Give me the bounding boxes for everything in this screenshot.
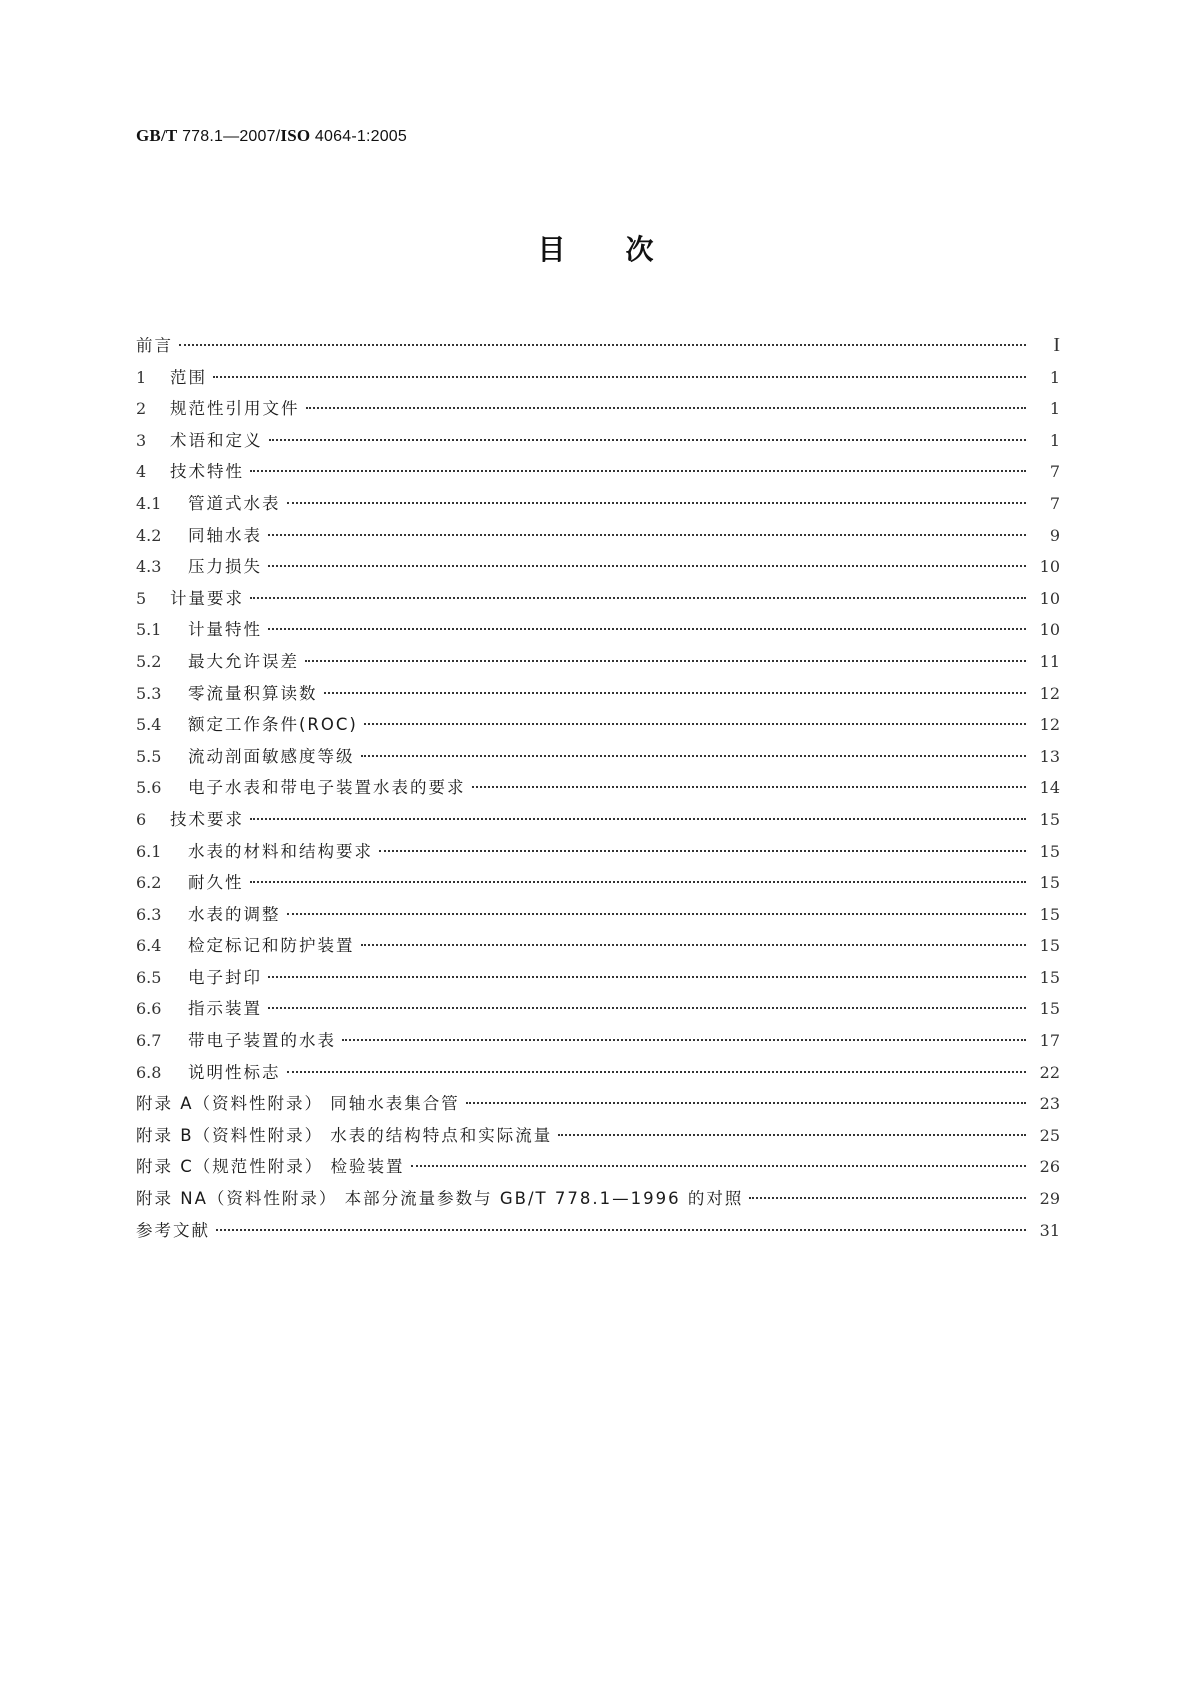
toc-entry[interactable] — [136, 551, 1060, 583]
toc-entry[interactable] — [136, 1120, 1060, 1152]
toc-page-number: 15 — [1039, 904, 1060, 924]
toc-entry-title: 计量要求 — [170, 588, 244, 608]
dot-leader — [268, 976, 1026, 978]
toc-entry[interactable] — [136, 1025, 1060, 1057]
standard-number: 778.1—2007/ — [177, 128, 281, 145]
toc-page-number: 10 — [1039, 557, 1060, 577]
toc-page-number: I — [1053, 334, 1060, 356]
dot-leader — [466, 1102, 1026, 1104]
toc-section-number: 6 — [136, 809, 147, 829]
toc-section-number: 4.2 — [136, 525, 162, 545]
dot-leader — [472, 786, 1027, 788]
toc-page-number: 15 — [1039, 873, 1060, 893]
standard-code-header — [136, 126, 407, 146]
toc-entry[interactable] — [136, 393, 1060, 425]
toc-entry[interactable] — [136, 709, 1060, 741]
toc-section-number: 6.5 — [136, 967, 162, 987]
toc-page-number: 12 — [1039, 683, 1060, 703]
toc-page-number: 10 — [1039, 620, 1060, 640]
toc-section-number: 4.3 — [136, 557, 162, 577]
toc-entry-title: 流动剖面敏感度等级 — [188, 746, 355, 766]
toc-page-number: 11 — [1039, 651, 1060, 671]
dot-leader — [250, 881, 1027, 883]
toc-section-number: 6.2 — [136, 873, 162, 893]
toc-section-number: 5.4 — [136, 715, 162, 735]
toc-page-number: 9 — [1049, 525, 1060, 545]
dot-leader — [268, 534, 1026, 536]
dot-leader — [268, 1007, 1026, 1009]
toc-entry[interactable] — [136, 330, 1060, 362]
dot-leader — [250, 597, 1026, 599]
toc-entry-title: 规范性引用文件 — [170, 399, 300, 419]
toc-section-number: 4.1 — [136, 493, 162, 513]
toc-entry-title: 前言 — [136, 336, 173, 355]
dot-leader — [287, 1071, 1027, 1073]
toc-page-number: 15 — [1039, 936, 1060, 956]
toc-section-number: 5 — [136, 588, 147, 608]
dot-leader — [411, 1165, 1026, 1167]
toc-entry[interactable] — [136, 962, 1060, 994]
toc-entry-title: 同轴水表 — [188, 525, 262, 545]
toc-entry[interactable] — [136, 488, 1060, 520]
toc-page-number: 7 — [1049, 493, 1060, 513]
toc-section-number: 5.1 — [136, 620, 162, 640]
toc-page-number: 31 — [1039, 1220, 1060, 1240]
toc-entry[interactable] — [136, 741, 1060, 773]
toc-entry-title: 电子封印 — [188, 967, 262, 987]
toc-entry-title: 压力损失 — [188, 557, 262, 577]
toc-entry[interactable] — [136, 1183, 1060, 1215]
toc-section-number: 1 — [136, 367, 147, 387]
table-of-contents — [136, 330, 1060, 1246]
toc-section-number: 5.6 — [136, 778, 162, 798]
toc-page-number: 25 — [1039, 1125, 1060, 1145]
toc-entry[interactable] — [136, 646, 1060, 678]
dot-leader — [361, 755, 1027, 757]
toc-entry-title: 管道式水表 — [188, 493, 281, 513]
toc-page-number: 13 — [1039, 746, 1060, 766]
toc-page-number: 14 — [1039, 778, 1060, 798]
dot-leader — [179, 344, 1026, 346]
dot-leader — [287, 502, 1027, 504]
toc-entry-title: 最大允许误差 — [188, 651, 299, 671]
toc-entry-title: 范围 — [170, 367, 207, 387]
toc-entry-title: 参考文献 — [136, 1220, 210, 1240]
page-title: 目次 — [537, 233, 714, 266]
toc-entry-title: 技术要求 — [170, 809, 244, 829]
dot-leader — [379, 850, 1026, 852]
toc-entry[interactable] — [136, 804, 1060, 836]
toc-section-number: 6.1 — [136, 841, 162, 861]
dot-leader — [324, 692, 1027, 694]
toc-entry[interactable] — [136, 678, 1060, 710]
toc-entry-title: 额定工作条件(ROC) — [188, 715, 358, 735]
toc-entry[interactable] — [136, 993, 1060, 1025]
standard-prefix: GB/T — [136, 126, 178, 145]
toc-section-number: 5.3 — [136, 683, 162, 703]
toc-section-number: 5.5 — [136, 746, 162, 766]
toc-section-number: 6.8 — [136, 1062, 162, 1082]
toc-entry-title: 技术特性 — [170, 462, 244, 482]
dot-leader — [269, 439, 1027, 441]
iso-prefix: ISO — [280, 126, 311, 145]
toc-entry[interactable] — [136, 867, 1060, 899]
toc-page-number: 10 — [1039, 588, 1060, 608]
toc-entry[interactable] — [136, 772, 1060, 804]
toc-entry[interactable] — [136, 520, 1060, 552]
toc-section-number: 2 — [136, 399, 147, 419]
toc-page-number: 29 — [1039, 1189, 1060, 1209]
dot-leader — [364, 723, 1026, 725]
toc-entry[interactable] — [136, 1088, 1060, 1120]
toc-entry-title: 零流量积算读数 — [188, 683, 318, 703]
toc-entry-title: 水表的调整 — [188, 904, 281, 924]
dot-leader — [268, 628, 1026, 630]
iso-number: 4064-1:2005 — [310, 128, 407, 145]
toc-entry-title: 说明性标志 — [188, 1062, 281, 1082]
toc-entry[interactable] — [136, 1215, 1060, 1247]
dot-leader — [342, 1039, 1026, 1041]
dot-leader — [287, 913, 1027, 915]
toc-entry-title: 耐久性 — [188, 873, 244, 893]
toc-page-number: 15 — [1039, 999, 1060, 1019]
toc-entry-title: 水表的材料和结构要求 — [188, 841, 373, 861]
toc-entry-title: 带电子装置的水表 — [188, 1031, 336, 1051]
toc-entry-title: 附录 B（资料性附录） 水表的结构特点和实际流量 — [136, 1125, 553, 1145]
toc-entry[interactable] — [136, 583, 1060, 615]
toc-page-number: 1 — [1049, 430, 1060, 450]
toc-entry[interactable] — [136, 456, 1060, 488]
toc-page-number: 23 — [1039, 1094, 1060, 1114]
toc-section-number: 6.7 — [136, 1031, 162, 1051]
toc-page-number: 15 — [1039, 967, 1060, 987]
toc-entry[interactable] — [136, 425, 1060, 457]
toc-page-number: 26 — [1039, 1157, 1060, 1177]
dot-leader — [250, 470, 1026, 472]
toc-section-number: 6.4 — [136, 936, 162, 956]
toc-section-number: 6.6 — [136, 999, 162, 1019]
toc-page-number: 7 — [1049, 462, 1060, 482]
toc-entry-title: 指示装置 — [188, 999, 262, 1019]
dot-leader — [250, 818, 1026, 820]
dot-leader — [213, 376, 1026, 378]
toc-page-number: 17 — [1039, 1031, 1060, 1051]
toc-entry-title: 计量特性 — [188, 620, 262, 640]
dot-leader — [216, 1229, 1026, 1231]
dot-leader — [305, 660, 1026, 662]
toc-page-number: 15 — [1039, 809, 1060, 829]
toc-entry[interactable] — [136, 836, 1060, 868]
toc-entry-title: 附录 A（资料性附录） 同轴水表集合管 — [136, 1094, 460, 1114]
toc-page-number: 1 — [1049, 399, 1060, 419]
toc-section-number: 5.2 — [136, 651, 162, 671]
toc-section-number: 3 — [136, 430, 147, 450]
toc-page-number: 22 — [1039, 1062, 1060, 1082]
toc-entry-title: 术语和定义 — [170, 430, 263, 450]
toc-entry-title: 附录 NA（资料性附录） 本部分流量参数与 GB/T 778.1—1996 的对照 — [136, 1189, 744, 1209]
toc-entry[interactable] — [136, 614, 1060, 646]
toc-entry[interactable] — [136, 362, 1060, 394]
toc-entry-title: 电子水表和带电子装置水表的要求 — [188, 778, 466, 798]
dot-leader — [306, 407, 1027, 409]
dot-leader — [268, 565, 1026, 567]
toc-page-number: 12 — [1039, 715, 1060, 735]
dot-leader — [749, 1197, 1026, 1199]
toc-entry[interactable] — [136, 899, 1060, 931]
toc-entry[interactable] — [136, 1151, 1060, 1183]
toc-entry[interactable] — [136, 1057, 1060, 1089]
toc-section-number: 4 — [136, 462, 147, 482]
toc-entry[interactable] — [136, 930, 1060, 962]
toc-entry-title: 附录 C（规范性附录） 检验装置 — [136, 1157, 405, 1177]
dot-leader — [558, 1134, 1026, 1136]
dot-leader — [361, 944, 1027, 946]
toc-page-number: 15 — [1039, 841, 1060, 861]
toc-entry-title: 检定标记和防护装置 — [188, 936, 355, 956]
toc-page-number: 1 — [1049, 367, 1060, 387]
toc-section-number: 6.3 — [136, 904, 162, 924]
